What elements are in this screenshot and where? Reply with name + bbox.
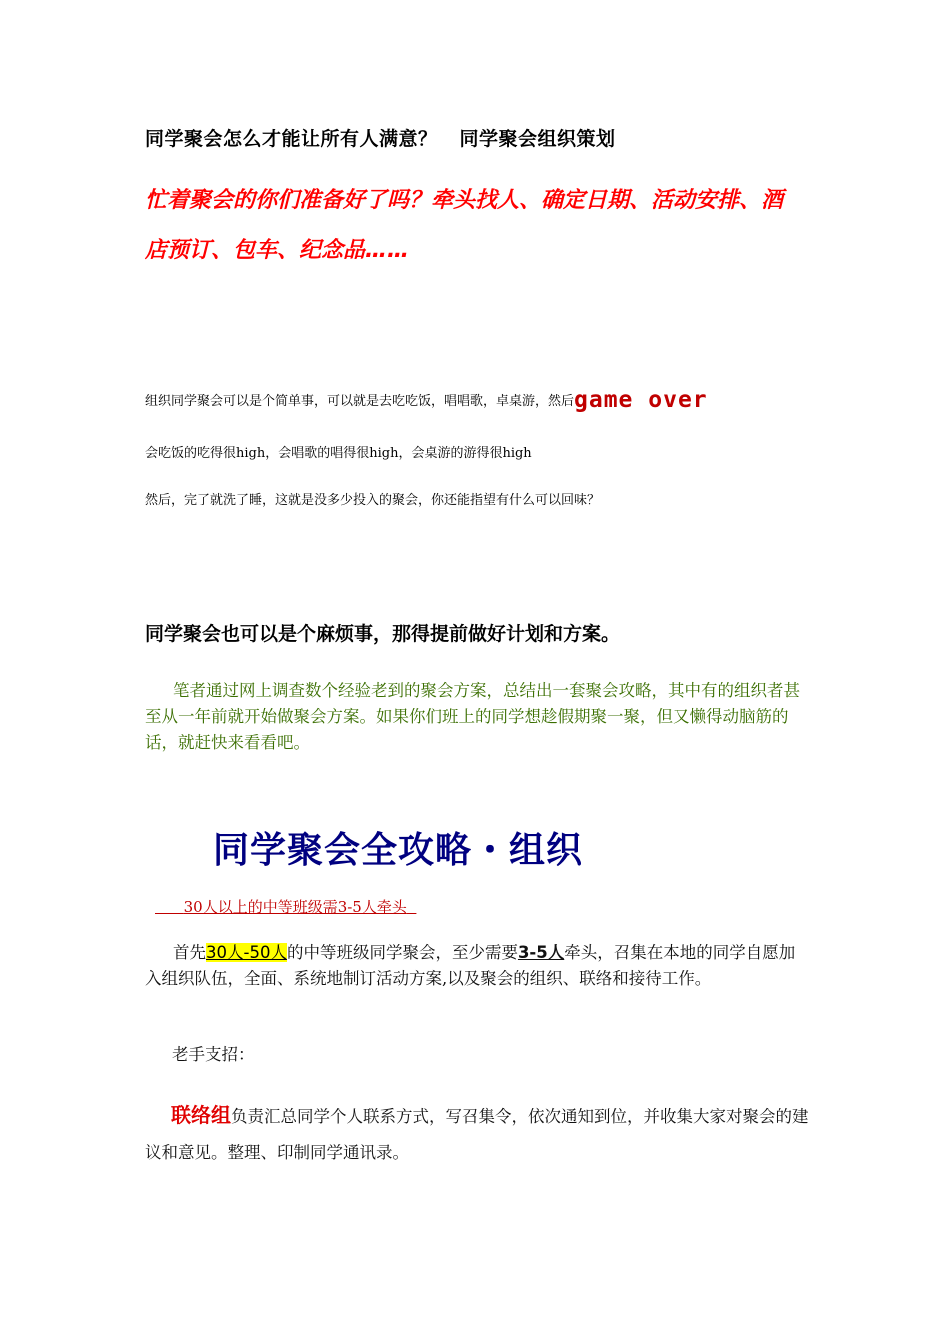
para1-suffix: 牵头，召集在本地的同学自愿加入组织队伍，全面、系统地制订活动方案,以及聚会的组织、联络和接待工作。	[145, 943, 796, 988]
highlight-size: 30人-50人	[206, 943, 287, 962]
tip-label: 老手支招：	[172, 1045, 255, 1064]
intro-line2: 会吃饭的吃得很high，会唱歌的唱得很high，会桌游的游得很high	[145, 446, 532, 461]
game-over-emphasis: game over	[574, 387, 708, 413]
para1-middle: 的中等班级同学聚会，至少需要	[286, 943, 518, 962]
contact-group-label: 联络组	[171, 1103, 231, 1127]
red-headline-line2: 店预订、包车、纪念品……	[145, 238, 410, 263]
title-part2: 同学聚会组织策划	[459, 128, 616, 150]
green-paragraph: 笔者通过网上调查数个经验老到的聚会方案，总结出一套聚会攻略，其中有的组织者甚至从一年前就开始做聚会方案。如果你们班上的同学想趁假期聚一聚，但又懒得动脑筋的话，就赶快来看看吧。	[145, 681, 800, 752]
red-headline-line1: 忙着聚会的你们准备好了吗？牵头找人、确定日期、活动安排、酒	[145, 188, 784, 213]
intro-line1	[145, 387, 708, 413]
para1-prefix: 首先	[173, 943, 206, 962]
subtitle-text: 30人以上的中等班级需3-5人牵头	[183, 898, 407, 916]
subtitle	[155, 896, 416, 917]
intro-line3: 然后，完了就洗了睡，这就是没多少投入的聚会，你还能指望有什么可以回味？	[145, 493, 601, 508]
title-part1: 同学聚会怎么才能让所有人满意？	[145, 128, 438, 150]
section-heading: 同学聚会也可以是个麻烦事，那得提前做好计划和方案。	[145, 623, 621, 645]
contact-group-text: 负责汇总同学个人联系方式，写召集令，依次通知到位，并收集大家对聚会的建议和意见。整理、印制同学通讯录。	[145, 1107, 809, 1162]
intro-line1-text: 组织同学聚会可以是个简单事，可以就是去吃吃饭，唱唱歌，卓桌游，然后	[145, 394, 575, 409]
big-title: 同学聚会全攻略・组织	[213, 830, 584, 871]
paragraph-contact-group	[145, 1097, 809, 1171]
bold-count: 3-5人	[517, 943, 565, 962]
paragraph-organizers	[145, 940, 809, 992]
document-title	[145, 124, 616, 151]
